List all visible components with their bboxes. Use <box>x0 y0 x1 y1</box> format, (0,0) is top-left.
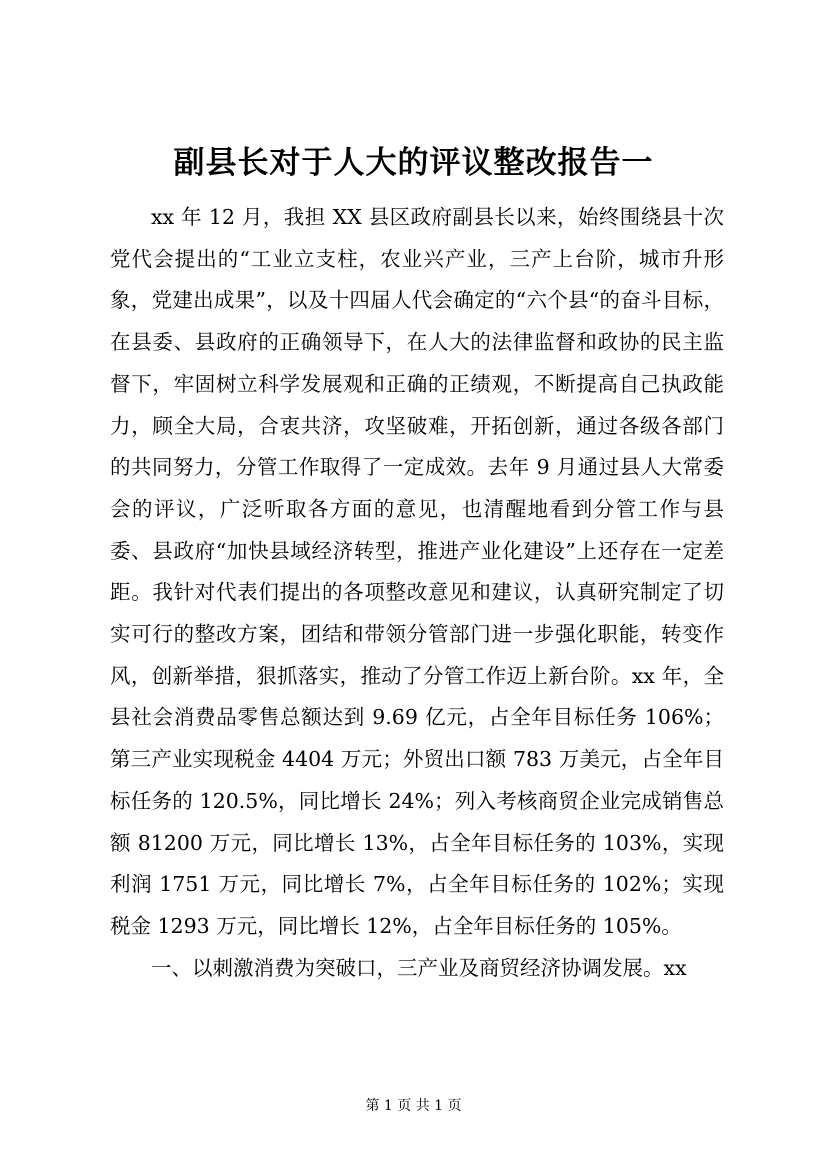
page-footer: 第 1 页 共 1 页 <box>365 1098 462 1114</box>
body-paragraph-1: xx 年 12 月，我担 XX 县区政府副县长以来，始终围绕县十次党代会提出的“工业立支柱，农业兴产业，三产上台阶，城市升形象，党建出成果”，以及十四届人代会确定的“六个县“的奋斗目标，在县委、县政府的正确领导下，在人大的法律监督和政协的民主监督下，牢固树立科学发展观和正确的正绩观，不断提高自己执政能力，顾全大局，合衷共济，攻坚破难，开拓创新，通过各级各部门的共同努力，分管工作取得了一定成效。去年 9 月通过县人大常委会的评议，广泛听取各方面的意见，也清醒地看到分管工作与县委、县政府“加快县域经济转型，推进产业化建设”上还存在一定差距。我针对代表们提出的各项整改意见和建议，认真研究制定了切实可行的整改方案，团结和带领分管部门进一步强化职能，转变作风，创新举措，狠抓落实，推动了分管工作迈上新台阶。xx 年，全县社会消费品零售总额达到 9.69 亿元，占全年目标任务 106%；第三产业实现税金 4404 万元；外贸出口额 783 万美元，占全年目标任务的 120.5%，同比增长 24%；列入考核商贸企业完成销售总额 81200 万元，同比增长 13%，占全年目标任务的 103%，实现利润 1751 万元，同比增长 7%，占全年目标任务的 102%；实现税金 1293 万元，同比增长 12%，占全年目标任务的 105%。 <box>110 205 724 938</box>
document-body <box>110 197 724 989</box>
document-title: 副县长对于人大的评议整改报告一 <box>173 145 654 181</box>
body-paragraph-2: 一、以刺激消费为突破口，三产业及商贸经济协调发展。xx <box>151 955 687 980</box>
